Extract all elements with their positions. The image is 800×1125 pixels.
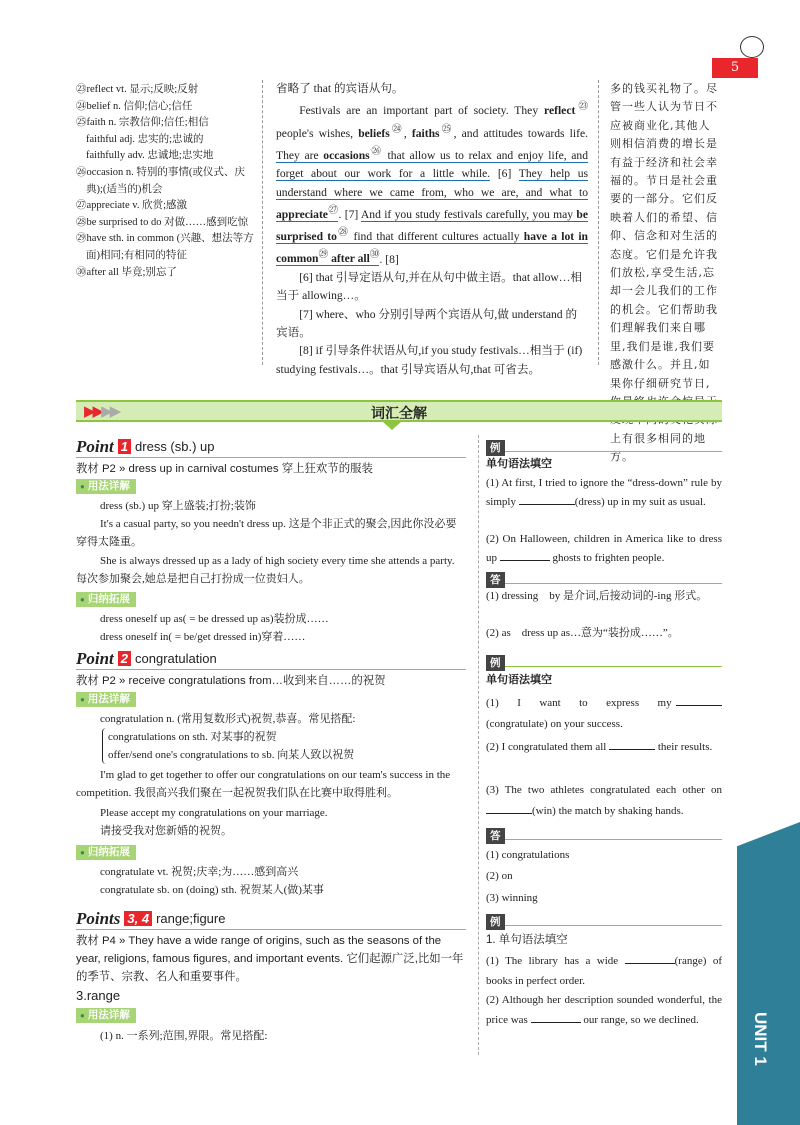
passage-line: 省略了 that 的宾语从句。 [276,82,404,95]
exercise-title: 1. 单句语法填空 [486,934,568,946]
exercise-question: (3) The two athletes congratulated each other on (win) the match by shaking hands. [486,784,722,817]
example-sentence: It's a casual party, so you needn't dress up. 这是个非正式的聚会,因此你没必要穿得太隆重。 [76,518,457,548]
answer-blank[interactable] [609,740,655,750]
example-tag: 例 [486,910,722,926]
answer-blank[interactable] [519,495,575,505]
answer-blank[interactable] [625,954,675,964]
expansion-line: dress oneself in( = be/get dressed in)穿着…… [100,631,306,643]
unit-label: UNIT 1 [751,1012,770,1066]
exercise-question: (1) I want to express my (congratulate) on your success. [486,693,722,735]
answer-line: (2) as dress up as…意为“装扮成……”。 [486,627,679,639]
vocab-note: faithful adj. 忠实的;忠诚的 [86,133,204,145]
exercise-question: (2) I congratulated them all their results. [486,741,713,753]
section-title: 词汇全解 [371,406,427,422]
textbook-source: 教材 P4 » They have a wide range of origins, such as the seasons of the year, religions, famous figures, and important events. 它们起源广泛,比如一年的季节、宗教、名人和重要事件。 [76,935,464,983]
vocab-notes [76,82,256,281]
page-number: 5 [712,58,758,78]
vocab-note: ㉘be surprised to do 对做……感到吃惊 [76,216,249,228]
answer-line: (1) dressing by 是介词,后接动词的-ing 形式。 [486,590,708,602]
points-3-4-heading: Points 3, 4 range;figure [76,908,466,930]
vocab-note: ㉙have sth. in common (兴趣、想法等方 [76,233,254,245]
answer-blank[interactable] [531,1013,581,1023]
expansion-line: dress oneself up as( = be dressed up as)装扮成…… [100,613,329,625]
expansion-line: congratulate vt. 祝贺;庆幸;为……感到高兴 [100,866,299,878]
subheading: 3.range [76,988,121,1003]
vocab-note: ㉗appreciate v. 欣赏;感激 [76,200,187,212]
exercise-question: (1) At first, I tried to ignore the “dress-down” rule by simply (dress) up in my suit as usual. [486,477,722,508]
vocab-note: ㉓reflect vt. 显示;反映;反射 [76,84,199,95]
textbook-source: 教材 P2 » receive congratulations from…收到来自……的祝贺 [76,675,386,687]
example-tag: 例 [486,651,722,667]
vocab-note: ㉕faith n. 宗教信仰;信任;相信 [76,117,209,129]
collocation-group [102,728,354,764]
reading-passage [276,80,588,379]
exercise-title: 单句语法填空 [486,674,552,686]
answer-tag: 答 [486,568,722,584]
arrows-icon: ▶▶▶▶ [84,402,119,420]
answer-blank[interactable] [676,696,722,706]
point-1-heading: Point 1 dress (sb.) up [76,436,466,458]
passage-note: [7] where、who 分别引导两个宾语从句,做 understand 的宾语。 [276,307,578,340]
usage-line: congratulation n. (常用复数形式)祝贺,恭喜。常见搭配: [100,713,356,725]
vocab-note: 面)相同;有相同的特征 [86,249,187,261]
example-translation: 请接受我对您新婚的祝贺。 [100,825,232,837]
passage-note: [8] if 引导条件状语从句,if you study festivals…相当于 (if) studying festivals…。that 引导宾语从句,that 可省去。 [276,344,583,376]
usage-tag: ● 用法详解 [76,692,136,707]
vocab-note: ㉔belief n. 信仰;信心;信任 [76,100,193,112]
example-sentence: Please accept my congratulations on your marriage. [100,807,328,819]
textbook-source: 教材 P2 » dress up in carnival costumes 穿上狂欢节的服装 [76,463,373,475]
column-divider [478,435,479,1055]
answer-line: (2) on [486,870,513,882]
usage-line: (1) n. 一系列;范围,界限。常见搭配: [100,1030,268,1042]
answer-line: (3) winning [486,892,538,904]
owl-icon [740,36,764,58]
passage-paragraph: Festivals are an important part of society. They reflect$^㉓$ people's wishes, beliefs$^㉔$, faiths$^㉕$, and attitudes towards life. They are occasions$^㉖$ that allow us to relax and enjoy life, and forget about our work for a little while. [6] They help us understand where we came from, who we are, and what to appreciate$^㉗$. [7] And if you study festivals carefully, you may be surprised $to^㉘$ find that different cultures actually have a lot in common$^㉙$ after all$^㉚$. [8] [276,101,589,266]
usage-line: dress (sb.) up 穿上盛装;打扮;装饰 [100,500,256,512]
example-sentence: I'm glad to get together to offer our congratulations on our team's success in the competition. 我很高兴我们聚在一起祝贺我们队在比赛中取得胜利。 [76,769,451,799]
collocation: offer/send one's congratulations to sb. 向某人致以祝贺 [108,749,355,761]
translation: 多的钱买礼物了。尽管一些人认为节日不应被商业化,其他人则相信消费的增长是有益于经济和社会幸福的。节日是社会重要的一部分。它们反映着人们的希望、信仰、信念和对生活的态度。它们是允许我们放松,享受生活,忘却一会儿我们的工作的机会。它们帮助我们理解我们来自哪里,我们是谁,我们要感激什么。并且,如果你仔细研究节日, 上有很多相同的地方。 [610,82,718,464]
answer-blank[interactable] [486,804,532,814]
expansion-tag: ● 归纳拓展 [76,845,136,860]
vocab-note: ㉖occasion n. 特别的事情(或仪式、庆 [76,166,245,178]
divider [262,80,263,365]
answer-blank[interactable] [500,551,550,561]
expansion-line: congratulate sb. on (doing) sth. 祝贺某人(做)某事 [100,884,324,896]
exercise-question: (2) Although her description sounded wonderful, the price was our range, so we declined. [486,994,722,1026]
exercise-title: 单句语法填空 [486,458,552,470]
example-tag: 例 [486,436,722,452]
collocation: congratulations on sth. 对某事的祝贺 [108,731,277,743]
answer-line: (1) congratulations [486,849,570,861]
passage-note: [6] that 引导定语从句,并在从句中做主语。that allow…相当于 allowing…。 [276,270,582,303]
point-2-heading: Point 2 congratulation [76,648,466,670]
vocab-note: faithfully adv. 忠诚地;忠实地 [86,150,214,162]
example-sentence: She is always dressed up as a lady of high society every time she attends a party. 每次参加聚会,她总是把自己打扮成一位贵妇人。 [76,555,455,585]
usage-tag: ● 用法详解 [76,479,136,494]
usage-tag: ● 用法详解 [76,1008,136,1023]
pointer-triangle [383,422,401,430]
exercise-question: (1) The library has a wide (range) of books in perfect order. [486,955,722,987]
divider [598,80,599,365]
vocab-note: ㉚after all 毕竟;别忘了 [76,266,177,278]
answer-tag: 答 [486,824,722,840]
unit-tab [737,822,800,1125]
vocab-note: 典);(适当的)机会 [86,183,163,195]
expansion-tag: ● 归纳拓展 [76,592,136,607]
exercise-question: (2) On Halloween, children in America like to dress up ghosts to frighten people. [486,533,722,564]
